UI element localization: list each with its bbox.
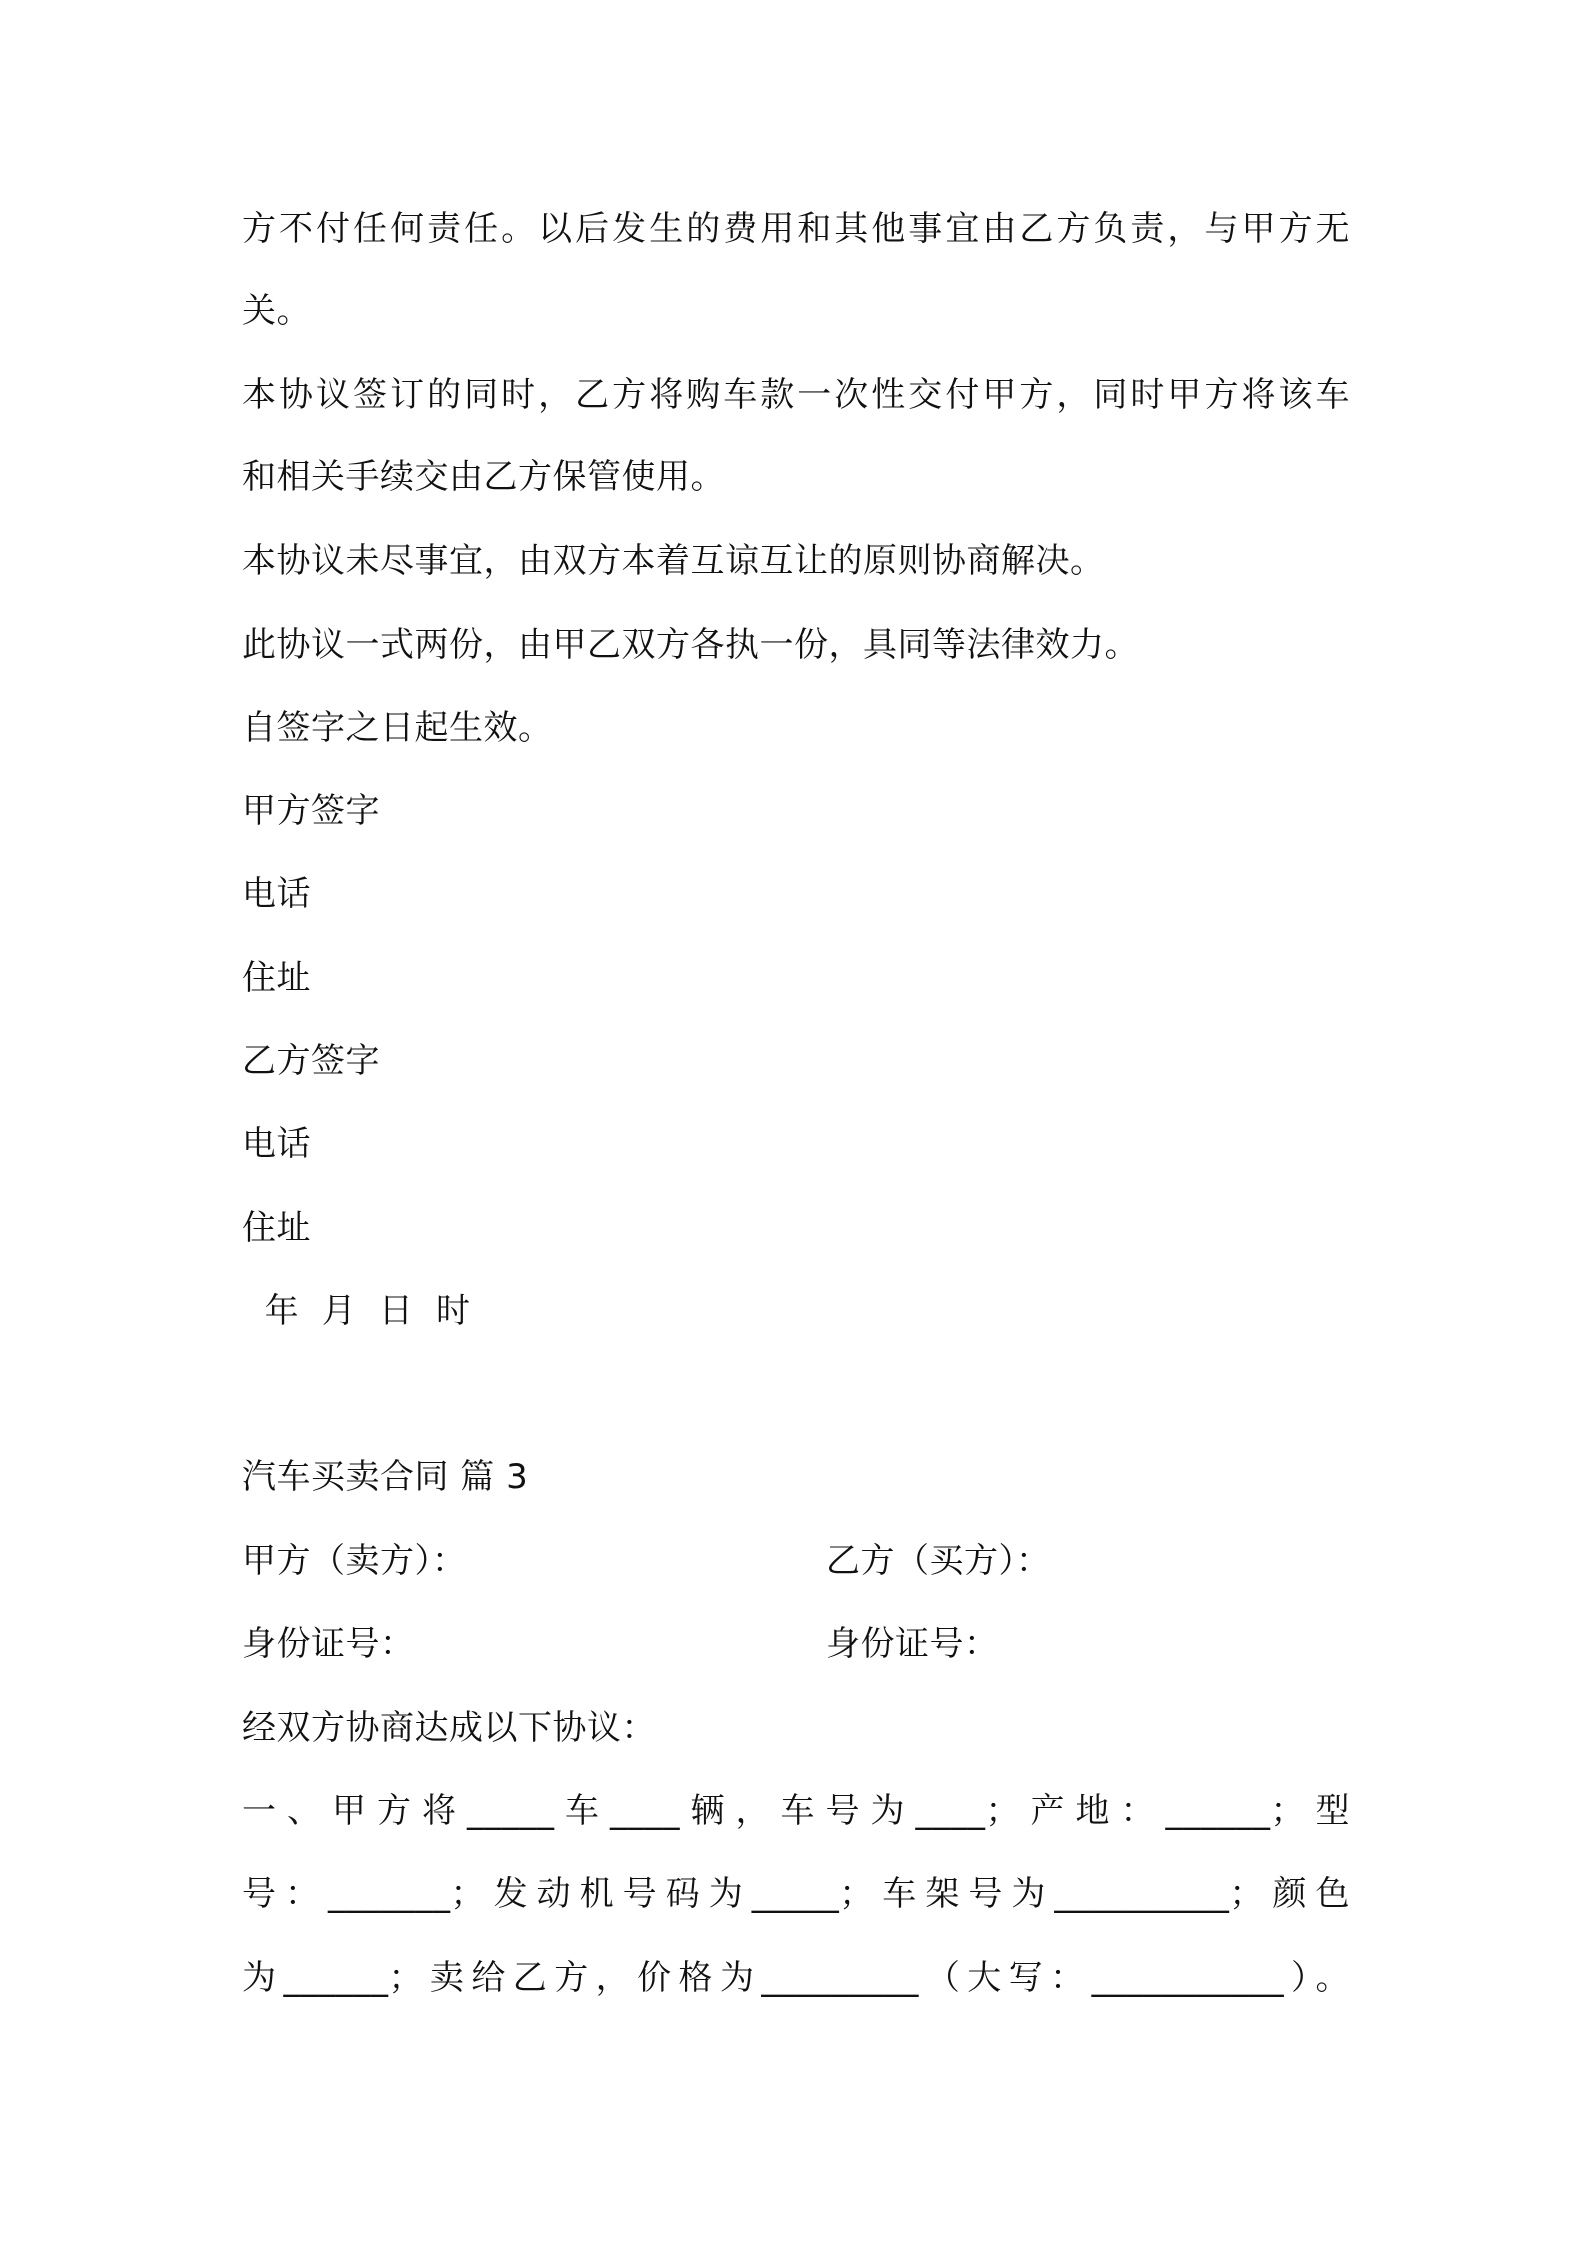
party-b-signature-label: 乙方签字 (242, 1041, 380, 1081)
clause-line: 为______；卖给乙方，价格为_________（大写：___________）。 (242, 1958, 1350, 1998)
party-a-id-label: 身份证号： (242, 1624, 415, 1664)
paragraph-line: 方不付任何责任。以后发生的费用和其他事宜由乙方负责，与甲方无 (242, 209, 1350, 249)
party-b-id-label: 身份证号： (826, 1624, 999, 1664)
date-line: 年 月 日 时 (242, 1291, 471, 1331)
section-title: 汽车买卖合同 篇 3 (242, 1457, 529, 1497)
party-a-signature-label: 甲方签字 (242, 791, 380, 831)
party-a-seller-label: 甲方（卖方）： (242, 1541, 467, 1581)
paragraph-line: 自签字之日起生效。 (242, 708, 553, 748)
paragraph-line: 本协议未尽事宜，由双方本着互谅互让的原则协商解决。 (242, 541, 1105, 581)
party-b-phone-label: 电话 (242, 1124, 311, 1164)
paragraph-line: 本协议签订的同时，乙方将购车款一次性交付甲方，同时甲方将该车 (242, 375, 1350, 415)
clause-line: 一、甲方将_____车____辆，车号为____；产地：______；型 (242, 1791, 1350, 1831)
party-a-phone-label: 电话 (242, 874, 311, 914)
party-b-buyer-label: 乙方（买方）： (826, 1541, 1051, 1581)
paragraph-line: 和相关手续交由乙方保管使用。 (242, 457, 725, 497)
agreement-intro: 经双方协商达成以下协议： (242, 1708, 656, 1748)
paragraph-line: 此协议一式两份，由甲乙双方各执一份，具同等法律效力。 (242, 625, 1139, 665)
clause-line: 号：_______；发动机号码为_____；车架号为__________；颜色 (242, 1874, 1350, 1914)
party-b-address-label: 住址 (242, 1208, 311, 1248)
party-a-address-label: 住址 (242, 958, 311, 998)
paragraph-line: 关。 (242, 291, 311, 331)
